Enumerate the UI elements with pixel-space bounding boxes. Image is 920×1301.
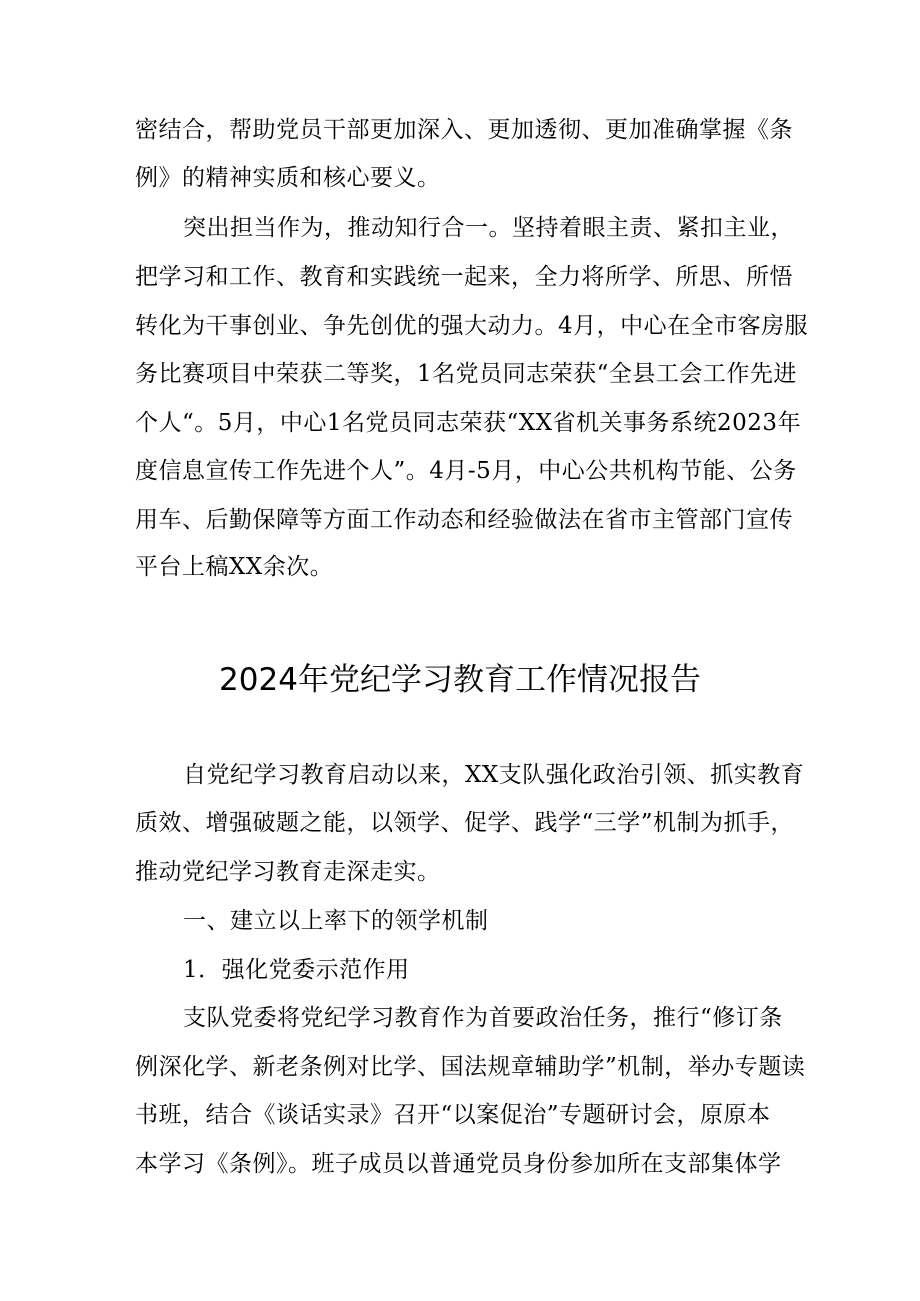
paragraph-line: 用车、后勤保障等方面工作动态和经验做法在省市主管部门宣传 (135, 507, 793, 533)
paragraph-line: 密结合，帮助党员干部更加深入、更加透彻、更加准确掌握《条 (135, 117, 793, 143)
paragraph-line: 转化为干事创业、争先创优的强大动力。4月，中心在全市客房服 (135, 313, 809, 339)
paragraph-line: 务比赛项目中荣获二等奖，1名党员同志荣获“全县工会工作先进 (135, 361, 797, 387)
paragraph-line: 例深化学、新老条例对比学、国法规章辅助学”机制，举办专题读 (135, 1054, 806, 1080)
report-title: 2024年党纪学习教育工作情况报告 (219, 662, 701, 698)
paragraph-line: 推动党纪学习教育走深走实。 (135, 859, 441, 885)
paragraph-line: 质效、增强破题之能，以领学、促学、践学“三学”机制为抓手， (135, 810, 795, 836)
paragraph-line: 书班，结合《谈话实录》召开“以案促治”专题研讨会，原原本 (135, 1102, 771, 1128)
paragraph-line: 本学习《条例》。班子成员以普通党员身份参加所在支部集体学 (135, 1151, 782, 1177)
paragraph-line: 突出担当作为，推动知行合一。坚持着眼主责、紧扣主业， (183, 215, 794, 241)
section-heading: 一、建立以上率下的领学机制 (183, 908, 489, 934)
paragraph-line: 平台上稿XX余次。 (135, 554, 334, 580)
paragraph-line: 把学习和工作、教育和实践统一起来，全力将所学、所思、所悟 (135, 264, 793, 290)
paragraph-line: 支队党委将党纪学习教育作为首要政治任务，推行“修订条 (183, 1005, 783, 1031)
subsection-heading: 1．强化党委示范作用 (183, 957, 410, 983)
paragraph-line: 个人“。5月，中心1名党员同志荣获“XX省机关事务系统2023年 (135, 410, 802, 436)
paragraph-line: 例》的精神实质和核心要义。 (135, 165, 441, 191)
paragraph-line: 自党纪学习教育启动以来，XX支队强化政治引领、抓实教育 (183, 762, 805, 788)
paragraph-line: 度信息宣传工作先进个人”。4月-5月，中心公共机构节能、公务 (135, 458, 797, 484)
